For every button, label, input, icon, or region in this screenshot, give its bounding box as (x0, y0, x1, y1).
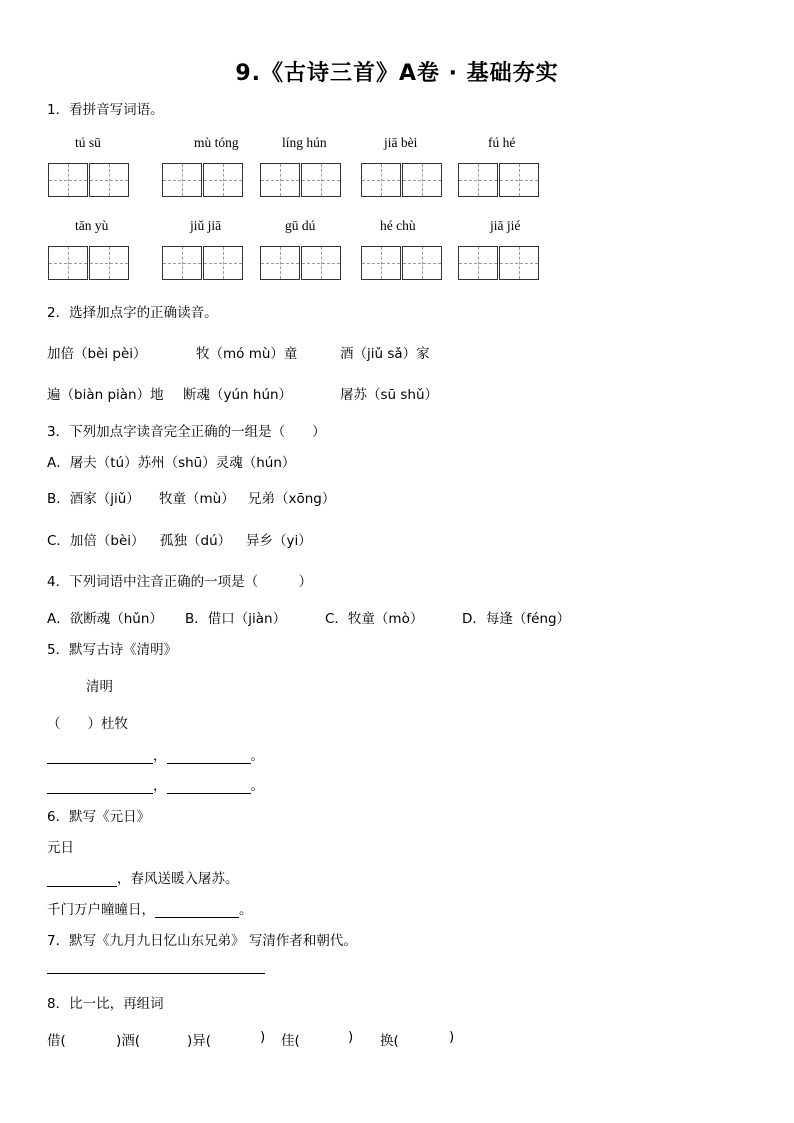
q6-poem-title: 元日 (47, 840, 74, 856)
tianzige-group-1[interactable] (48, 163, 129, 197)
q6-line-2: 千门万户曈曈日， 。 (47, 902, 253, 918)
tianzige-group-7[interactable] (162, 246, 243, 280)
q3-option-c-3: 异乡（yi） (246, 533, 312, 549)
q5-line-2: ， 。 (47, 774, 264, 794)
q8-item-1: 借( (47, 1033, 66, 1049)
pinyin-6: tān yù (75, 218, 109, 233)
pinyin-1: tú sū (75, 135, 101, 150)
q5-poem-title: 清明 (86, 679, 113, 695)
tianzige-group-9[interactable] (361, 246, 442, 280)
q4-option-d[interactable]: D．每逢（féng） (462, 611, 571, 627)
tianzige-group-2[interactable] (162, 163, 243, 197)
q8-label: 8．比一比，再组词 (47, 996, 164, 1012)
q4-option-c[interactable]: C．牧童（mò） (325, 611, 424, 627)
tianzige-group-8[interactable] (260, 246, 341, 280)
pinyin-7: jiǔ jiā (190, 218, 222, 233)
tianzige-group-4[interactable] (361, 163, 442, 197)
q4-label: 4．下列词语中注音正确的一项是（ ） (47, 574, 313, 590)
q8-item-6: ) (348, 1029, 354, 1045)
blank-field[interactable] (47, 872, 117, 887)
q2-item-4: 遍（biàn piàn）地 (47, 387, 164, 403)
q2-label: 2．选择加点字的正确读音。 (47, 305, 218, 321)
q3-option-a[interactable]: A．屠夫（tú）苏州（shū）灵魂（hún） (47, 455, 296, 471)
q3-option-c-2: 孤独（dú） (160, 533, 232, 549)
q8-item-7: 换( (380, 1033, 399, 1049)
blank-field[interactable] (47, 749, 153, 764)
pinyin-5: fú hé (488, 135, 516, 150)
q8-item-8: ) (449, 1029, 455, 1045)
q8-item-4: ) (260, 1029, 266, 1045)
pinyin-3: líng hún (282, 135, 327, 150)
q2-item-5: 断魂（yún hún） (183, 387, 293, 403)
blank-field[interactable] (167, 779, 251, 794)
pinyin-10: jiā jié (490, 218, 521, 233)
pinyin-2: mù tóng (194, 135, 239, 150)
q5-author: （ ）杜牧 (47, 716, 128, 732)
tianzige-group-10[interactable] (458, 246, 539, 280)
q6-line-1: ，春风送暖入屠苏。 (47, 867, 239, 887)
blank-field[interactable] (155, 903, 239, 918)
q3-label: 3．下列加点字读音完全正确的一组是（ ） (47, 424, 326, 440)
q7-label: 7．默写《九月九日忆山东兄弟》 写清作者和朝代。 (47, 933, 357, 949)
q1-label: 1．看拼音写词语。 (47, 102, 164, 118)
q3-option-b-2: 牧童（mù） (159, 491, 235, 507)
tianzige-group-5[interactable] (458, 163, 539, 197)
q8-item-2: )酒( (116, 1033, 141, 1049)
q8-item-3: )异( (187, 1033, 212, 1049)
q3-option-c-1[interactable]: C．加倍（bèi） (47, 533, 145, 549)
blank-field[interactable] (47, 779, 153, 794)
tianzige-group-6[interactable] (48, 246, 129, 280)
q2-item-1: 加倍（bèi pèi） (47, 346, 147, 362)
pinyin-9: hé chù (380, 218, 416, 233)
q3-option-b-3: 兄弟（xōng） (248, 491, 336, 507)
q8-item-5: 佳( (281, 1033, 300, 1049)
blank-field[interactable] (167, 749, 251, 764)
q5-line-1: ， 。 (47, 744, 264, 764)
tianzige-group-3[interactable] (260, 163, 341, 197)
pinyin-8: gū dú (285, 218, 316, 233)
q2-item-2: 牧（mó mù）童 (196, 346, 298, 362)
q7-answer-line[interactable] (47, 973, 265, 974)
q2-item-6: 屠苏（sū shǔ） (340, 387, 439, 403)
q4-option-a[interactable]: A．欲断魂（hǔn） (47, 611, 163, 627)
q5-label: 5．默写古诗《清明》 (47, 642, 178, 658)
pinyin-4: jiā bèi (384, 135, 418, 150)
q4-option-b[interactable]: B．借口（jiàn） (185, 611, 287, 627)
page-title: 9.《古诗三首》A卷 · 基础夯实 (235, 61, 559, 86)
q3-option-b-1[interactable]: B．酒家（jiǔ） (47, 491, 140, 507)
q2-item-3: 酒（jiǔ sǎ）家 (340, 346, 430, 362)
q6-label: 6．默写《元日》 (47, 809, 151, 825)
